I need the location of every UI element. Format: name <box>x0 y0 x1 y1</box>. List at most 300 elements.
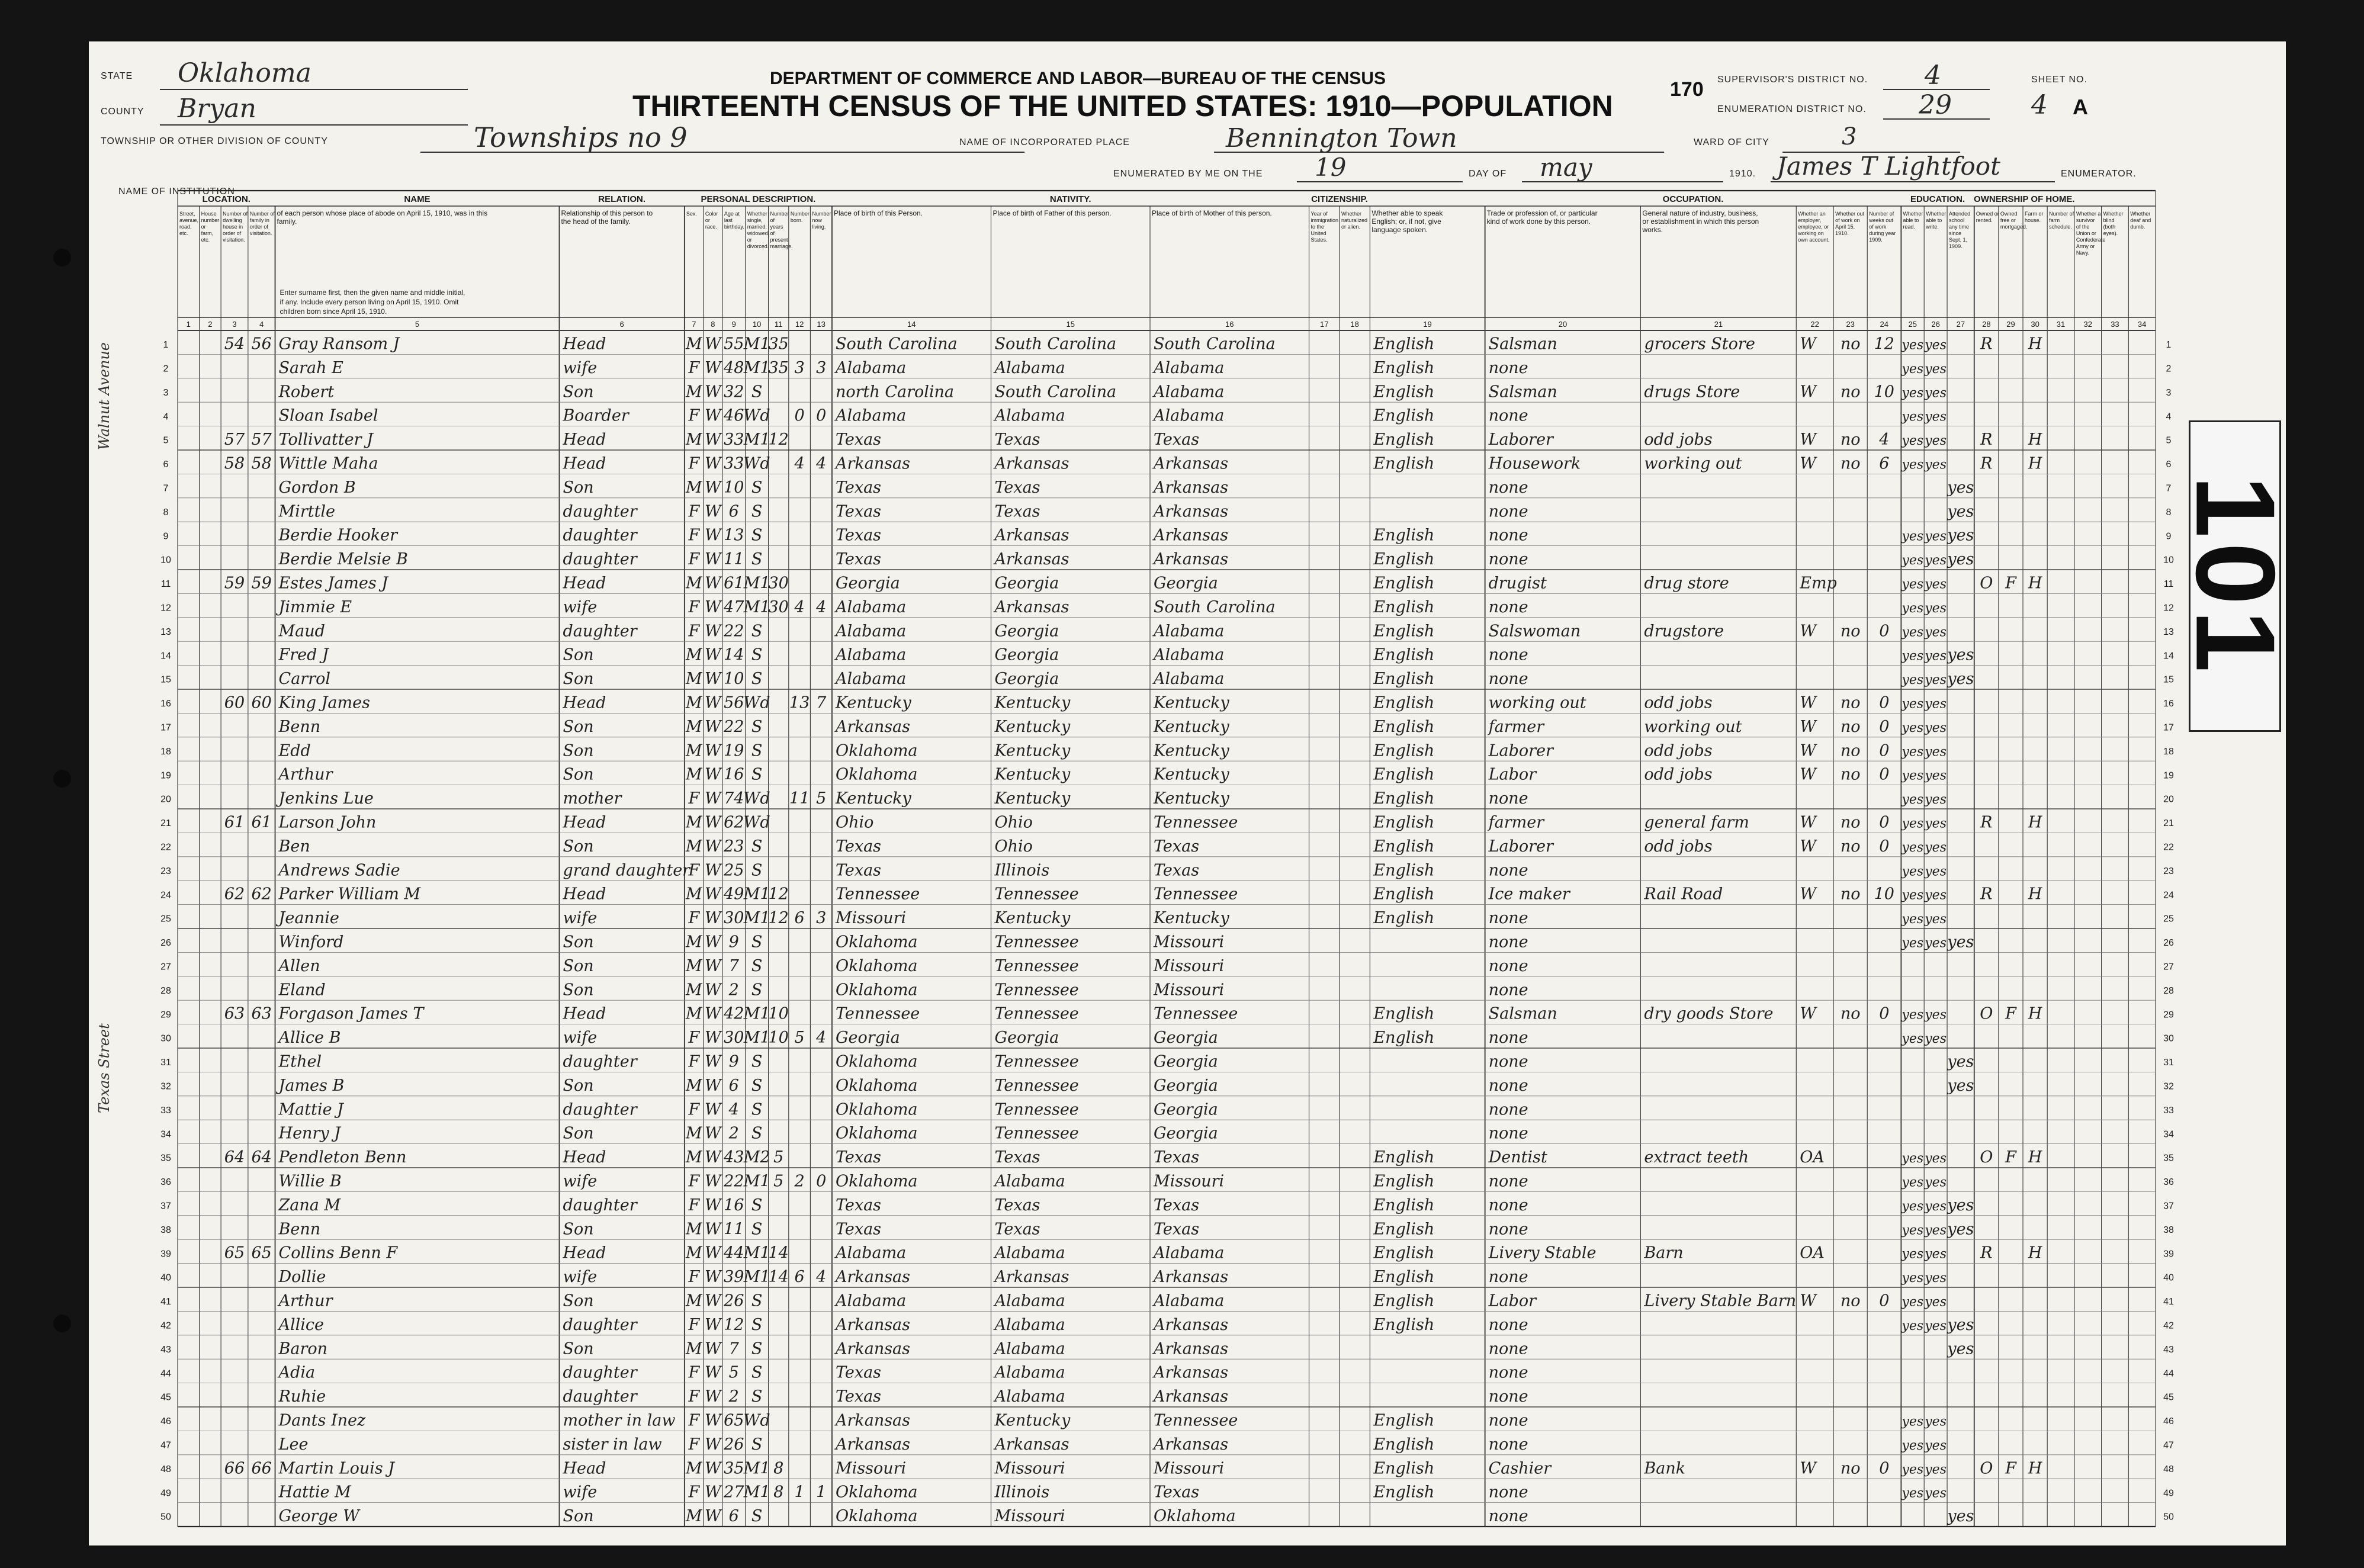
cell-dw: 60 <box>224 693 245 712</box>
column-header-text: dumb. <box>2130 224 2145 230</box>
column-group-header: LOCATION. <box>202 194 250 204</box>
cell-write: yes <box>1925 888 1947 903</box>
row-number: 49 <box>160 1488 171 1499</box>
column-number: 23 <box>1846 320 1855 329</box>
cell-sch: yes <box>1947 645 1974 664</box>
cell-name: King James <box>278 693 370 712</box>
row-number: 16 <box>160 699 171 709</box>
cell-write: yes <box>1925 553 1947 568</box>
column-header-text: born. <box>790 217 803 223</box>
cell-name: Baron <box>278 1339 328 1358</box>
cell-bp: Oklahoma <box>835 1483 918 1502</box>
column-header-text: Number <box>812 211 831 217</box>
cell-mbp: Georgia <box>1154 1100 1218 1119</box>
column-header-text: or <box>705 217 710 223</box>
cell-emp: W <box>1800 1291 1817 1310</box>
cell-write: yes <box>1925 625 1947 640</box>
cell-write: yes <box>1925 792 1947 808</box>
column-header-text: family. <box>277 217 297 226</box>
cell-occ: none <box>1488 550 1528 569</box>
cell-fbp: Arkansas <box>994 526 1069 545</box>
row-number: 7 <box>163 483 169 494</box>
row-number: 31 <box>160 1058 171 1068</box>
cell-mbp: Kentucky <box>1154 789 1229 808</box>
cell-wks: 0 <box>1879 813 1890 832</box>
cell-sex: M <box>686 717 702 736</box>
cell-ms: S <box>751 526 763 545</box>
column-number: 9 <box>731 320 736 329</box>
cell-bp: Missouri <box>835 909 907 928</box>
cell-race: W <box>704 1315 721 1334</box>
cell-rel: Head <box>563 813 606 832</box>
cell-sex: F <box>688 1052 700 1071</box>
cell-mbp: Arkansas <box>1154 1363 1229 1382</box>
column-header-text: house. <box>2025 217 2041 223</box>
cell-occ: none <box>1488 1124 1528 1143</box>
column-number: 18 <box>1350 320 1359 329</box>
cell-read: yes <box>1902 1032 1924 1047</box>
cell-born: 5 <box>794 1029 805 1048</box>
cell-write: yes <box>1925 1462 1947 1477</box>
cell-mbp: Tennessee <box>1154 1411 1238 1430</box>
column-number: 17 <box>1320 320 1329 329</box>
row-number: 43 <box>160 1344 171 1355</box>
cell-write: yes <box>1925 816 1947 831</box>
cell-bp: Oklahoma <box>835 765 918 784</box>
column-header-text: marriage. <box>770 243 793 249</box>
row-number: 1 <box>2166 340 2172 351</box>
cell-bp: Alabama <box>835 597 907 616</box>
cell-rel: Son <box>563 478 594 497</box>
cell-rel: wife <box>563 1029 598 1048</box>
cell-rel: daughter <box>563 1363 637 1382</box>
cell-name: Tollivatter J <box>278 430 373 449</box>
cell-name: Mirttle <box>278 502 336 521</box>
row-number: 45 <box>160 1392 171 1403</box>
row-number: 2 <box>163 364 169 374</box>
cell-out: no <box>1840 765 1861 784</box>
row-number: 30 <box>160 1033 171 1044</box>
cell-bp: Oklahoma <box>835 956 918 975</box>
cell-eng: English <box>1373 741 1435 760</box>
cell-race: W <box>704 1268 721 1287</box>
cell-eng: English <box>1373 550 1435 569</box>
cell-bp: Alabama <box>835 1291 907 1310</box>
cell-sex: M <box>686 741 702 760</box>
column-header-text: farm, <box>201 230 214 236</box>
column-number: 7 <box>692 320 696 329</box>
column-header-text: or <box>747 237 752 243</box>
cell-write: yes <box>1925 912 1947 927</box>
cell-own: O <box>1980 1004 1993 1023</box>
cell-name: Sarah E <box>278 358 343 377</box>
cell-fbp: Arkansas <box>994 1268 1069 1287</box>
cell-occ: none <box>1488 1220 1528 1239</box>
row-number: 37 <box>2163 1201 2174 1212</box>
cell-bp: Oklahoma <box>835 1076 918 1095</box>
cell-sex: M <box>686 693 702 712</box>
cell-fh: H <box>2028 1004 2042 1023</box>
cell-mbp: Georgia <box>1154 1052 1218 1071</box>
cell-ms: S <box>751 765 763 784</box>
cell-fbp: Ohio <box>994 837 1033 856</box>
row-number: 47 <box>2163 1440 2174 1451</box>
row-number: 4 <box>2166 412 2172 422</box>
cell-race: W <box>704 335 721 354</box>
cell-name: George W <box>278 1507 359 1526</box>
cell-race: W <box>704 765 721 784</box>
row-number: 9 <box>163 531 169 542</box>
cell-mbp: Arkansas <box>1154 1339 1229 1358</box>
state-value: Oklahoma <box>178 58 311 88</box>
cell-fbp: Missouri <box>994 1507 1065 1526</box>
cell-sex: M <box>686 1076 702 1095</box>
row-number: 35 <box>160 1153 171 1164</box>
row-number: 40 <box>160 1273 171 1283</box>
cell-yrs: 12 <box>768 909 789 928</box>
cell-race: W <box>704 1339 721 1358</box>
cell-write: yes <box>1925 529 1947 544</box>
cell-ms: Wd <box>743 1411 770 1430</box>
cell-fam: 60 <box>251 693 272 712</box>
cell-mbp: Georgia <box>1154 1029 1218 1048</box>
column-header-text: English; or, if not, give <box>1371 217 1441 226</box>
cell-bp: Alabama <box>835 358 907 377</box>
cell-age: 10 <box>724 478 744 497</box>
cell-sex: M <box>686 933 702 952</box>
cell-yrs: 12 <box>768 885 789 904</box>
row-number: 14 <box>160 651 171 661</box>
column-number: 10 <box>752 320 762 329</box>
cell-write: yes <box>1925 577 1947 592</box>
column-header-text: widowed, <box>747 230 770 236</box>
cell-ms: S <box>751 1507 763 1526</box>
name-instructions: Enter surname first, then the given name and middle initial, <box>280 288 465 297</box>
cell-mbp: Alabama <box>1154 383 1225 401</box>
row-number: 25 <box>160 914 171 924</box>
cell-age: 44 <box>724 1244 744 1262</box>
cell-fam: 62 <box>251 885 272 904</box>
cell-own: R <box>1980 335 1993 354</box>
dept-title: DEPARTMENT OF COMMERCE AND LABOR—BUREAU OF THE CENSUS <box>770 69 1386 88</box>
column-header-text: Relationship of this person to <box>561 209 653 217</box>
column-header-text: Whether <box>1926 211 1947 217</box>
cell-age: 6 <box>728 1507 739 1526</box>
column-header-text: last <box>724 217 733 223</box>
cell-fam: 58 <box>251 454 272 473</box>
row-number: 18 <box>2163 746 2174 757</box>
cell-name: Jeannie <box>278 909 339 928</box>
column-header-text: etc. <box>179 230 188 236</box>
column-header-text: road, <box>179 224 192 230</box>
cell-living: 4 <box>816 597 827 616</box>
cell-eng: English <box>1373 717 1435 736</box>
row-number: 34 <box>160 1129 171 1140</box>
column-number: 31 <box>2056 320 2066 329</box>
cell-fh: H <box>2028 430 2042 449</box>
cell-occ: Livery Stable <box>1488 1244 1597 1262</box>
cell-ind: Livery Stable Barn <box>1644 1291 1797 1310</box>
cell-rel: daughter <box>563 550 637 569</box>
cell-sex: M <box>686 1507 702 1526</box>
cell-sex: M <box>686 335 702 354</box>
row-number: 3 <box>2166 387 2172 398</box>
cell-ms: M1 <box>743 885 770 904</box>
cell-bp: north Carolina <box>835 383 955 401</box>
cell-born: 2 <box>794 1172 805 1191</box>
cell-eng: English <box>1373 837 1435 856</box>
cell-sex: M <box>686 1004 702 1023</box>
row-number: 18 <box>160 746 171 757</box>
cell-fbp: South Carolina <box>994 335 1117 354</box>
cell-name: Arthur <box>278 765 333 784</box>
cell-occ: none <box>1488 981 1528 1000</box>
row-number: 29 <box>2163 1010 2174 1020</box>
cell-yrs: 14 <box>768 1268 789 1287</box>
column-number: 6 <box>619 320 624 329</box>
cell-eng: English <box>1373 1148 1435 1167</box>
cell-write: yes <box>1925 1007 1947 1023</box>
cell-read: yes <box>1902 1414 1924 1429</box>
cell-ms: M1 <box>743 1004 770 1023</box>
cell-race: W <box>704 837 721 856</box>
cell-yrs: 10 <box>768 1004 789 1023</box>
cell-sex: M <box>686 1220 702 1239</box>
cell-age: 22 <box>724 717 744 736</box>
cell-yrs: 30 <box>768 574 789 593</box>
cell-bp: Texas <box>835 502 882 521</box>
column-header-text: 1910. <box>1835 230 1849 236</box>
cell-emp: W <box>1800 622 1817 641</box>
cell-mbp: Arkansas <box>1154 1315 1229 1334</box>
cell-read: yes <box>1902 457 1924 473</box>
cell-occ: none <box>1488 1076 1528 1095</box>
cell-fbp: Arkansas <box>994 1435 1069 1454</box>
cell-sex: F <box>688 1435 700 1454</box>
cell-fbp: Kentucky <box>994 765 1071 784</box>
cell-sex: M <box>686 430 702 449</box>
cell-age: 19 <box>724 741 744 760</box>
cell-occ: Salsman <box>1488 1004 1557 1023</box>
cell-read: yes <box>1902 600 1924 616</box>
cell-age: 6 <box>728 1076 739 1095</box>
cell-name: Allen <box>278 956 320 975</box>
cell-own: R <box>1980 885 1993 904</box>
cell-ind: extract teeth <box>1644 1148 1749 1167</box>
cell-sch: yes <box>1947 1076 1974 1095</box>
cell-sex: F <box>688 1483 700 1502</box>
column-number: 30 <box>2031 320 2039 329</box>
day-of-label: DAY OF <box>1469 169 1507 179</box>
cell-dw: 62 <box>224 885 245 904</box>
cell-name: Mattie J <box>278 1100 344 1119</box>
cell-own: R <box>1980 430 1993 449</box>
township-value: Townships no 9 <box>474 121 688 153</box>
cell-age: 7 <box>728 1339 739 1358</box>
cell-rel: Son <box>563 1076 594 1095</box>
cell-rel: wife <box>563 909 598 928</box>
column-number: 16 <box>1225 320 1234 329</box>
cell-emp: OA <box>1800 1244 1825 1262</box>
column-header-text: write. <box>1926 224 1939 230</box>
column-group-header: OCCUPATION. <box>1662 194 1724 204</box>
cell-occ: none <box>1488 933 1528 952</box>
cell-race: W <box>704 622 721 641</box>
cell-rel: Head <box>563 1244 606 1262</box>
column-header-text: weeks out <box>1869 217 1893 223</box>
cell-dw: 54 <box>224 335 245 354</box>
cell-emp: W <box>1800 335 1817 354</box>
cell-eng: English <box>1373 1291 1435 1310</box>
column-group-header: RELATION. <box>598 194 646 204</box>
cell-occ: Housework <box>1488 454 1581 473</box>
column-header-text: of the <box>2076 224 2090 230</box>
column-header-text: or alien. <box>1341 224 1360 230</box>
cell-fam: 64 <box>251 1148 272 1167</box>
column-header-text: avenue, <box>179 217 199 223</box>
row-number: 27 <box>2163 962 2174 972</box>
cell-race: W <box>704 1363 721 1382</box>
cell-born: 0 <box>794 406 805 425</box>
cell-sex: F <box>688 1411 700 1430</box>
row-number: 15 <box>160 674 171 685</box>
cell-mbp: Missouri <box>1154 933 1225 952</box>
cell-fam: 59 <box>251 574 272 593</box>
enumeration-value: 29 <box>1919 90 1952 120</box>
cell-bp: Texas <box>835 1148 882 1167</box>
cell-fh: H <box>2028 1459 2042 1478</box>
cell-fbp: Kentucky <box>994 717 1071 736</box>
column-header-text: employee, or <box>1798 224 1829 230</box>
column-header-text: to the <box>1311 224 1325 230</box>
cell-name: Benn <box>278 1220 321 1239</box>
cell-occ: Cashier <box>1488 1459 1552 1478</box>
cell-fbp: Tennessee <box>994 1100 1079 1119</box>
cell-sch: yes <box>1947 933 1974 952</box>
column-header-text: Confederate <box>2076 237 2106 243</box>
cell-rel: Head <box>563 1459 606 1478</box>
row-number: 7 <box>2166 483 2172 494</box>
cell-name: Pendleton Benn <box>278 1148 407 1167</box>
column-header-text: own account. <box>1798 237 1830 243</box>
column-number: 19 <box>1423 320 1432 329</box>
cell-write: yes <box>1925 1246 1947 1262</box>
cell-mbp: Arkansas <box>1154 1387 1229 1406</box>
cell-ms: S <box>751 645 763 664</box>
cell-rel: Son <box>563 765 594 784</box>
cell-sex: F <box>688 1268 700 1287</box>
cell-eng: English <box>1373 693 1435 712</box>
cell-born: 6 <box>794 1268 805 1287</box>
column-header-text: naturalized <box>1341 217 1367 223</box>
cell-race: W <box>704 670 721 689</box>
cell-eng: English <box>1373 383 1435 401</box>
cell-ms: S <box>751 1052 763 1071</box>
cell-out: no <box>1840 693 1861 712</box>
cell-age: 2 <box>728 1124 739 1143</box>
cell-ms: M1 <box>743 1029 770 1048</box>
cell-sch: yes <box>1947 1220 1974 1239</box>
cell-ms: S <box>751 981 763 1000</box>
cell-fbp: Georgia <box>994 645 1059 664</box>
cell-yrs: 12 <box>768 430 789 449</box>
cell-fbp: Georgia <box>994 1029 1059 1048</box>
cell-fbp: Tennessee <box>994 885 1079 904</box>
cell-wks: 0 <box>1879 1291 1890 1310</box>
row-number: 37 <box>160 1201 171 1212</box>
cell-write: yes <box>1925 1175 1947 1190</box>
column-number: 20 <box>1558 320 1568 329</box>
column-header-text: Number of <box>1869 211 1894 217</box>
page-number: 170 <box>1670 78 1704 101</box>
cell-read: yes <box>1902 1223 1924 1238</box>
cell-occ: none <box>1488 1387 1528 1406</box>
cell-rel: Son <box>563 645 594 664</box>
row-number: 21 <box>160 818 171 829</box>
sheet-suffix: A <box>2073 95 2088 119</box>
cell-name: Fred J <box>278 645 329 664</box>
column-header-text: single, <box>747 217 763 223</box>
cell-write: yes <box>1925 648 1947 664</box>
column-number: 22 <box>1810 320 1819 329</box>
cell-fbp: Georgia <box>994 574 1059 593</box>
cell-ms: S <box>751 717 763 736</box>
cell-bp: South Carolina <box>835 335 958 354</box>
cell-race: W <box>704 383 721 401</box>
row-number: 47 <box>160 1440 171 1451</box>
column-header-text: works. <box>1642 226 1663 234</box>
cell-occ: Salsman <box>1488 383 1557 401</box>
cell-occ: none <box>1488 1172 1528 1191</box>
column-header-text: Whether able to speak <box>1371 209 1443 217</box>
cell-sex: M <box>686 885 702 904</box>
cell-read: yes <box>1902 1151 1924 1167</box>
day-value: 19 <box>1315 153 1347 182</box>
cell-wks: 0 <box>1879 717 1890 736</box>
cell-write: yes <box>1925 385 1947 401</box>
cell-read: yes <box>1902 768 1924 783</box>
cell-ind: working out <box>1644 454 1742 473</box>
row-number: 22 <box>2163 842 2174 853</box>
cell-name: Edd <box>278 741 311 760</box>
cell-emp: W <box>1800 454 1817 473</box>
cell-ms: S <box>751 1291 763 1310</box>
cell-rel: Son <box>563 670 594 689</box>
cell-occ: none <box>1488 1483 1528 1502</box>
cell-own: O <box>1980 1148 1993 1167</box>
cell-rel: Boarder <box>563 406 629 425</box>
census-sheet <box>89 41 2298 1545</box>
place-value: Bennington Town <box>1226 123 1457 153</box>
cell-write: yes <box>1925 338 1947 353</box>
cell-age: 6 <box>728 502 739 521</box>
cell-yrs: 35 <box>768 335 789 354</box>
cell-rel: wife <box>563 358 598 377</box>
cell-yrs: 8 <box>773 1483 784 1502</box>
cell-race: W <box>704 1459 721 1478</box>
cell-race: W <box>704 885 721 904</box>
cell-rel: Head <box>563 885 606 904</box>
column-header-text: (both <box>2103 224 2116 230</box>
cell-out: no <box>1840 622 1861 641</box>
cell-mbp: Kentucky <box>1154 693 1229 712</box>
cell-ms: S <box>751 1196 763 1214</box>
cell-fbp: Alabama <box>994 1291 1065 1310</box>
cell-write: yes <box>1925 720 1947 735</box>
cell-mbp: Arkansas <box>1154 502 1229 521</box>
cell-read: yes <box>1902 673 1924 688</box>
cell-bp: Texas <box>835 1196 882 1214</box>
